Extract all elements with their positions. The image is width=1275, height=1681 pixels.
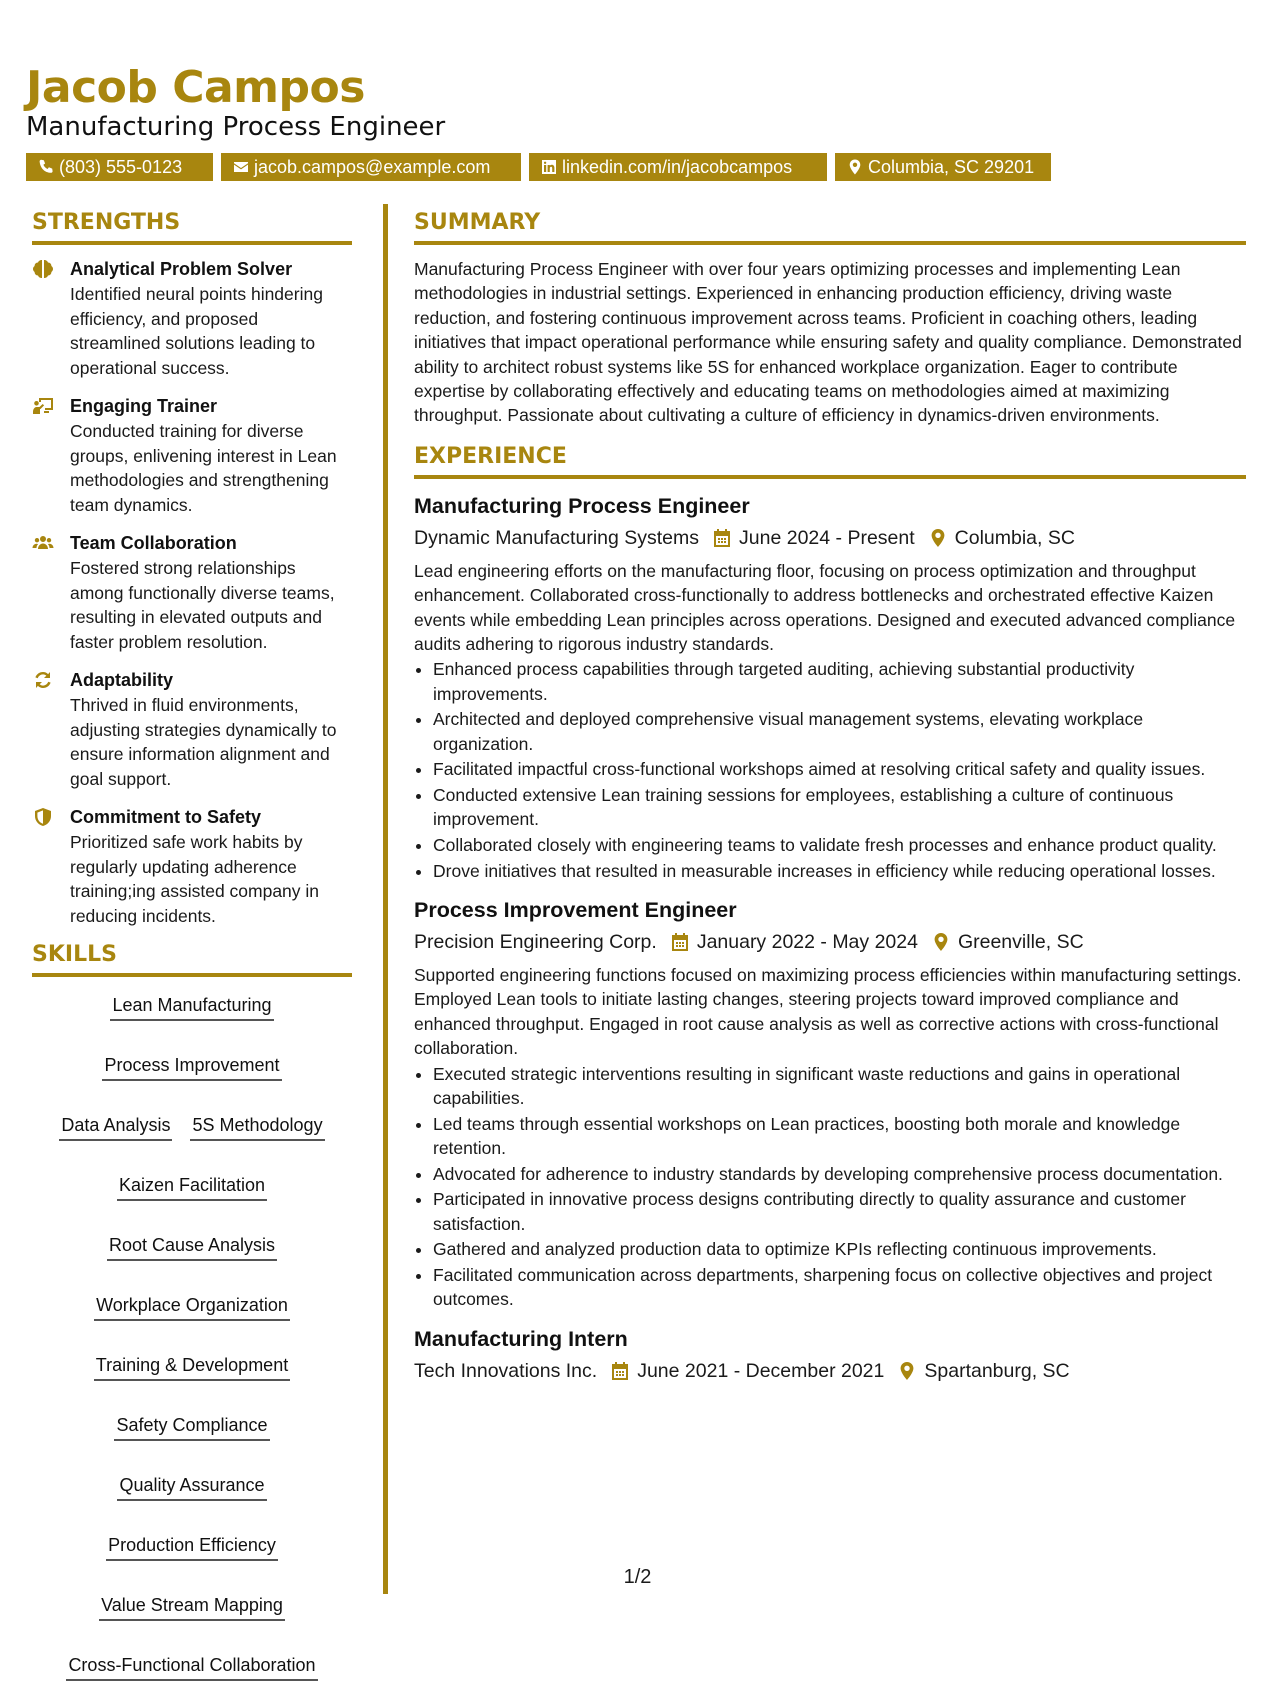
- strength-item: [32, 394, 352, 517]
- skill-tag: Root Cause Analysis: [107, 1231, 277, 1261]
- skill-tag: Cross-Functional Collaboration: [66, 1651, 317, 1681]
- strengths-list: [32, 257, 352, 928]
- skill-tag: Production Efficiency: [106, 1531, 278, 1561]
- brain-icon: [32, 259, 54, 279]
- job-entry: [414, 895, 1246, 1312]
- job-meta: [414, 1356, 1246, 1386]
- job-bullet: • Enhanced process capabilities through targeted auditing, achieving substantial productivity improvements.: [433, 657, 1246, 706]
- summary-text: Manufacturing Process Engineer with over four years optimizing processes and implementing Lean methodologies in industrial settings. Experienced in enhancing production efficiency, driving waste reduction, and fostering continuous improvement across teams. Proficient in coaching others, leading initiatives that impact operational performance while ensuring safety and quality compliance. Demonstrated ability to architect robust systems like 5S for enhanced workplace organization. Eager to contribute expertise by collaborating effectively and educating teams on methodologies aimed at maximizing throughput. Passionate about cultivating a culture of efficiency in dynamics-driven environments.: [414, 259, 1242, 426]
- job-bullet: • Led teams through essential workshops on Lean practices, boosting both morale and knowledge retention.: [433, 1112, 1246, 1161]
- candidate-name: Jacob Campos: [26, 62, 365, 113]
- contact-phone: [26, 153, 213, 181]
- shield-icon: [32, 807, 54, 827]
- job-location-group: [929, 523, 1075, 553]
- left-column: [32, 210, 352, 1681]
- job-bullet: • Executed strategic interventions resulting in significant waste reductions and gains in operational capabilities.: [433, 1062, 1246, 1111]
- job-bullet: • Drove initiatives that resulted in measurable increases in efficiency while reducing operational losses.: [433, 859, 1246, 883]
- job-bullet: • Architected and deployed comprehensive visual management systems, elevating workplace organization.: [433, 707, 1246, 756]
- job-title: Manufacturing Process Engineer: [414, 493, 750, 518]
- strength-title: Analytical Problem Solver: [70, 259, 293, 279]
- contact-linkedin-text: linkedin.com/in/jacobcampos: [562, 157, 793, 177]
- sync-icon: [32, 670, 54, 690]
- chalkboard-teacher-icon: [32, 396, 54, 416]
- page-number: 1/2: [623, 1566, 652, 1588]
- strengths-heading: STRENGTHS: [32, 210, 352, 245]
- strength-description: Prioritized safe work habits by regularly updating adherence training;ing assisted company in reducing incidents.: [70, 832, 320, 926]
- map-pin-icon: [898, 1361, 916, 1381]
- skill-tag: Value Stream Mapping: [99, 1591, 285, 1621]
- skill-tag: Workplace Organization: [94, 1291, 290, 1321]
- skill-tag: Quality Assurance: [117, 1471, 266, 1501]
- candidate-title: Manufacturing Process Engineer: [26, 112, 446, 142]
- skill-tag: Kaizen Facilitation: [117, 1171, 267, 1201]
- job-description: Lead engineering efforts on the manufacturing floor, focusing on process optimization and throughput enhancement. Collaborated cross-functionally to address bottlenecks and orchestrated effective Kaizen events while embedding Lean principles across operations. Designed and executed advanced compliance audits adhering to rigorous industry standards.: [414, 560, 1236, 655]
- job-location: Columbia, SC: [954, 526, 1075, 549]
- skills-heading: SKILLS: [32, 942, 352, 977]
- job-description: Supported engineering functions focused on maximizing process efficiencies within manufacturing settings. Employed Lean tools to initiate lasting changes, steering projects toward improved compliance and enhanced throughput. Engaged in root cause analysis as well as corrective actions with cross-functional collaboration.: [414, 965, 1242, 1059]
- job-dates-group: [611, 1356, 884, 1386]
- job-bullet: • Conducted extensive Lean training sessions for employees, establishing a culture of continuous improvement.: [433, 783, 1246, 832]
- job-dates: June 2021 - December 2021: [637, 1359, 885, 1382]
- job-bullet: • Collaborated closely with engineering teams to validate fresh processes and enhance product quality.: [433, 833, 1246, 857]
- job-meta: [414, 523, 1246, 553]
- skill-tag: Training & Development: [94, 1351, 290, 1381]
- map-pin-icon: [929, 528, 947, 548]
- strength-description: Thrived in fluid environments, adjusting strategies dynamically to ensure information alignment and goal support.: [70, 695, 337, 789]
- contact-phone-text: (803) 555-0123: [59, 157, 183, 177]
- phone-icon: [38, 159, 54, 175]
- summary-heading: SUMMARY: [414, 210, 1246, 245]
- job-title: Process Improvement Engineer: [414, 898, 737, 923]
- job-company: Dynamic Manufacturing Systems: [414, 526, 700, 549]
- strength-title: Commitment to Safety: [70, 807, 262, 827]
- envelope-icon: [233, 159, 249, 175]
- job-dates: January 2022 - May 2024: [696, 931, 918, 954]
- job-bullets: [414, 657, 1246, 883]
- calendar-icon: [671, 932, 689, 952]
- skill-tag: Data Analysis: [59, 1111, 172, 1141]
- job-bullet: • Facilitated impactful cross-functional workshops aimed at resolving critical safety and quality issues.: [433, 757, 1246, 781]
- skill-tag: Process Improvement: [102, 1051, 281, 1081]
- job-entry: [414, 491, 1246, 883]
- strength-item: [32, 531, 352, 654]
- contact-location: [835, 153, 1051, 181]
- map-pin-icon: [847, 159, 863, 175]
- job-title: Manufacturing Intern: [414, 1326, 628, 1351]
- strength-title: Adaptability: [70, 670, 174, 690]
- contact-linkedin: [529, 153, 827, 181]
- strength-title: Team Collaboration: [70, 533, 237, 553]
- job-bullets: [414, 1062, 1246, 1312]
- job-location: Greenville, SC: [957, 931, 1084, 954]
- strength-item: [32, 257, 352, 380]
- map-pin-icon: [932, 932, 950, 952]
- contact-email-text: jacob.campos@example.com: [254, 157, 491, 177]
- linkedin-icon: [541, 159, 557, 175]
- calendar-icon: [713, 528, 731, 548]
- right-column: [414, 210, 1246, 1386]
- job-location-group: [932, 927, 1084, 957]
- contact-email: [221, 153, 521, 181]
- job-location-group: [898, 1356, 1069, 1386]
- strength-item: [32, 668, 352, 791]
- skill-tag: 5S Methodology: [190, 1111, 324, 1141]
- job-company: Tech Innovations Inc.: [414, 1359, 598, 1382]
- strength-item: [32, 805, 352, 928]
- contact-bar: [26, 153, 1051, 181]
- job-entry: [414, 1324, 1246, 1386]
- job-dates: June 2024 - Present: [739, 526, 915, 549]
- job-company: Precision Engineering Corp.: [414, 931, 657, 954]
- job-bullet: • Facilitated communication across departments, sharpening focus on collective objectives and project outcomes.: [433, 1263, 1246, 1312]
- job-bullet: • Gathered and analyzed production data to optimize KPIs reflecting continuous improvements.: [433, 1237, 1246, 1261]
- job-dates-group: [671, 927, 918, 957]
- users-icon: [32, 533, 54, 553]
- skill-tag: Lean Manufacturing: [110, 991, 273, 1021]
- calendar-icon: [611, 1361, 629, 1381]
- strength-description: Fostered strong relationships among functionally diverse teams, resulting in elevated outputs and faster problem resolution.: [70, 558, 335, 652]
- job-meta: [414, 927, 1246, 957]
- job-bullet: • Participated in innovative process designs contributing directly to quality assurance and customer satisfaction.: [433, 1187, 1246, 1236]
- contact-location-text: Columbia, SC 29201: [868, 157, 1035, 177]
- experience-section: [414, 444, 1246, 1386]
- job-dates-group: [713, 523, 915, 553]
- job-location: Spartanburg, SC: [924, 1359, 1070, 1382]
- experience-heading: EXPERIENCE: [414, 444, 1246, 479]
- strength-description: Conducted training for diverse groups, enlivening interest in Lean methodologies and strengthening team dynamics.: [70, 421, 337, 515]
- skill-tag: Safety Compliance: [114, 1411, 269, 1441]
- column-divider: [383, 204, 388, 1594]
- job-bullet: • Advocated for adherence to industry standards by developing comprehensive process documentation.: [433, 1162, 1246, 1186]
- strength-title: Engaging Trainer: [70, 396, 218, 416]
- strength-description: Identified neural points hindering efficiency, and proposed streamlined solutions leading to operational success.: [70, 284, 323, 378]
